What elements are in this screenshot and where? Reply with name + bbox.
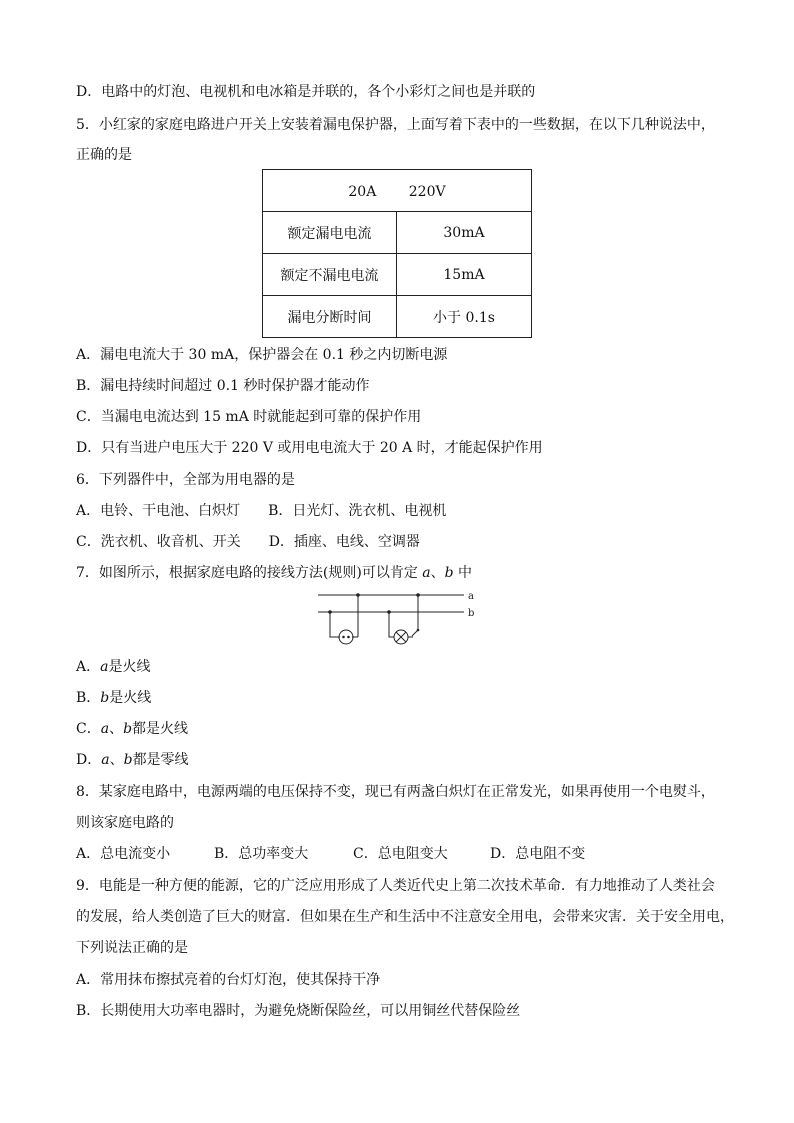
junction-dot: [328, 610, 332, 614]
option-8a: A．总电流变小: [76, 846, 171, 862]
protector-spec-table: [262, 169, 532, 338]
question-8-stem-cont: 则该家庭电路的: [76, 815, 174, 831]
branch-wire: [389, 612, 394, 637]
text: C．: [76, 721, 101, 737]
question-9-stem-cont2: 下列说法正确的是: [76, 940, 188, 956]
question-9-stem-cont: 的发展，给人类创造了巨大的财富．但如果在生产和生活中不注意安全用电，会带来灾害．关于安全用电，: [76, 909, 734, 925]
option-7c: [76, 720, 188, 738]
junction-dot: [387, 610, 391, 614]
option-5d: D．只有当进户电压大于 220 V 或用电电流大于 20 A 时，才能起保护作用: [76, 440, 543, 456]
var-b: b: [123, 721, 133, 737]
option-9a: A．常用抹布擦拭亮着的台灯灯泡，使其保持干净: [76, 972, 381, 988]
var-a: a: [101, 752, 110, 768]
var-a: a: [422, 565, 431, 581]
question-5-stem: 5．小红家的家庭电路进户开关上安装着漏电保护器，上面写着下表中的一些数据，在以下几种说法中，: [76, 117, 715, 133]
question-7-stem: [76, 564, 472, 582]
branch-wire: [330, 612, 340, 637]
text: 、: [430, 565, 445, 581]
text: A．: [76, 659, 101, 675]
text: 、: [109, 752, 124, 768]
table-row: [263, 254, 532, 296]
var-a: a: [100, 659, 109, 675]
option-7a: [76, 658, 150, 676]
var-b: b: [123, 752, 133, 768]
options-6ab: A．电铃、干电池、白炽灯 B．日光灯、洗衣机、电视机: [76, 503, 447, 519]
text: 是火线: [108, 659, 151, 675]
table-value-cell: 小于 0.1s: [397, 296, 532, 338]
text: D．: [76, 752, 102, 768]
question-8-stem: 8．某家庭电路中，电源两端的电压保持不变，现已有两盏白炽灯在正常发光，如果再使用一个电熨斗，: [76, 784, 715, 800]
table-value-cell: 15mA: [397, 254, 532, 296]
option-5d-prev: D．电路中的灯泡、电视机和电冰箱是并联的，各个小彩灯之间也是并联的: [76, 84, 536, 100]
option-7b: [76, 689, 151, 707]
socket-icon: [339, 630, 353, 644]
option-5c: C．当漏电电流达到 15 mA 时就能起到可靠的保护作用: [76, 409, 422, 425]
table-label-cell: 额定不漏电电流: [263, 254, 397, 296]
question-6-stem: 6．下列器件中，全部为用电器的是: [76, 472, 295, 488]
text: 、: [109, 721, 124, 737]
option-5b: B．漏电持续时间超过 0.1 秒时保护器才能动作: [76, 378, 370, 394]
table-label-cell: 漏电分断时间: [263, 296, 397, 338]
junction-dot: [416, 593, 420, 597]
table-header-cell: 20A 220V: [263, 170, 532, 212]
table-value-cell: 30mA: [397, 212, 532, 254]
var-b: b: [444, 565, 454, 581]
label-b: b: [468, 608, 475, 619]
option-8b: B．总功率变大: [214, 846, 309, 862]
option-7d: [76, 751, 189, 769]
text: 中: [453, 565, 473, 581]
question-5-stem-cont: 正确的是: [76, 147, 132, 163]
text: B．: [76, 690, 101, 706]
var-b: b: [100, 690, 110, 706]
text: 7．如图所示，根据家庭电路的接线方法(规则)可以肯定: [76, 565, 423, 581]
question-9-stem: 9．电能是一种方便的能源，它的广泛应用形成了人类近代史上第二次技术革命．有力地推动了人类社会: [76, 878, 715, 894]
table-row: [263, 296, 532, 338]
circuit-diagram: [314, 589, 484, 647]
table-row: [263, 212, 532, 254]
socket-hole: [342, 636, 345, 639]
option-9b: B．长期使用大功率电器时，为避免烧断保险丝，可以用铜丝代替保险丝: [76, 1003, 521, 1019]
text: 都是零线: [132, 752, 189, 768]
var-a: a: [100, 721, 110, 737]
switch-pivot: [417, 629, 420, 632]
table-row: [263, 170, 532, 212]
options-6cd: C．洗衣机、收音机、开关 D．插座、电线、空调器: [76, 534, 420, 550]
option-8d: D．总电阻不变: [490, 846, 586, 862]
text: 是火线: [109, 690, 152, 706]
option-5a: A．漏电电流大于 30 mA，保护器会在 0.1 秒之内切断电源: [76, 347, 448, 363]
table-label-cell: 额定漏电电流: [263, 212, 397, 254]
option-8c: C．总电阻变大: [353, 846, 448, 862]
text: 都是火线: [132, 721, 189, 737]
socket-hole: [347, 636, 350, 639]
label-a: a: [468, 591, 474, 602]
junction-dot: [356, 593, 360, 597]
